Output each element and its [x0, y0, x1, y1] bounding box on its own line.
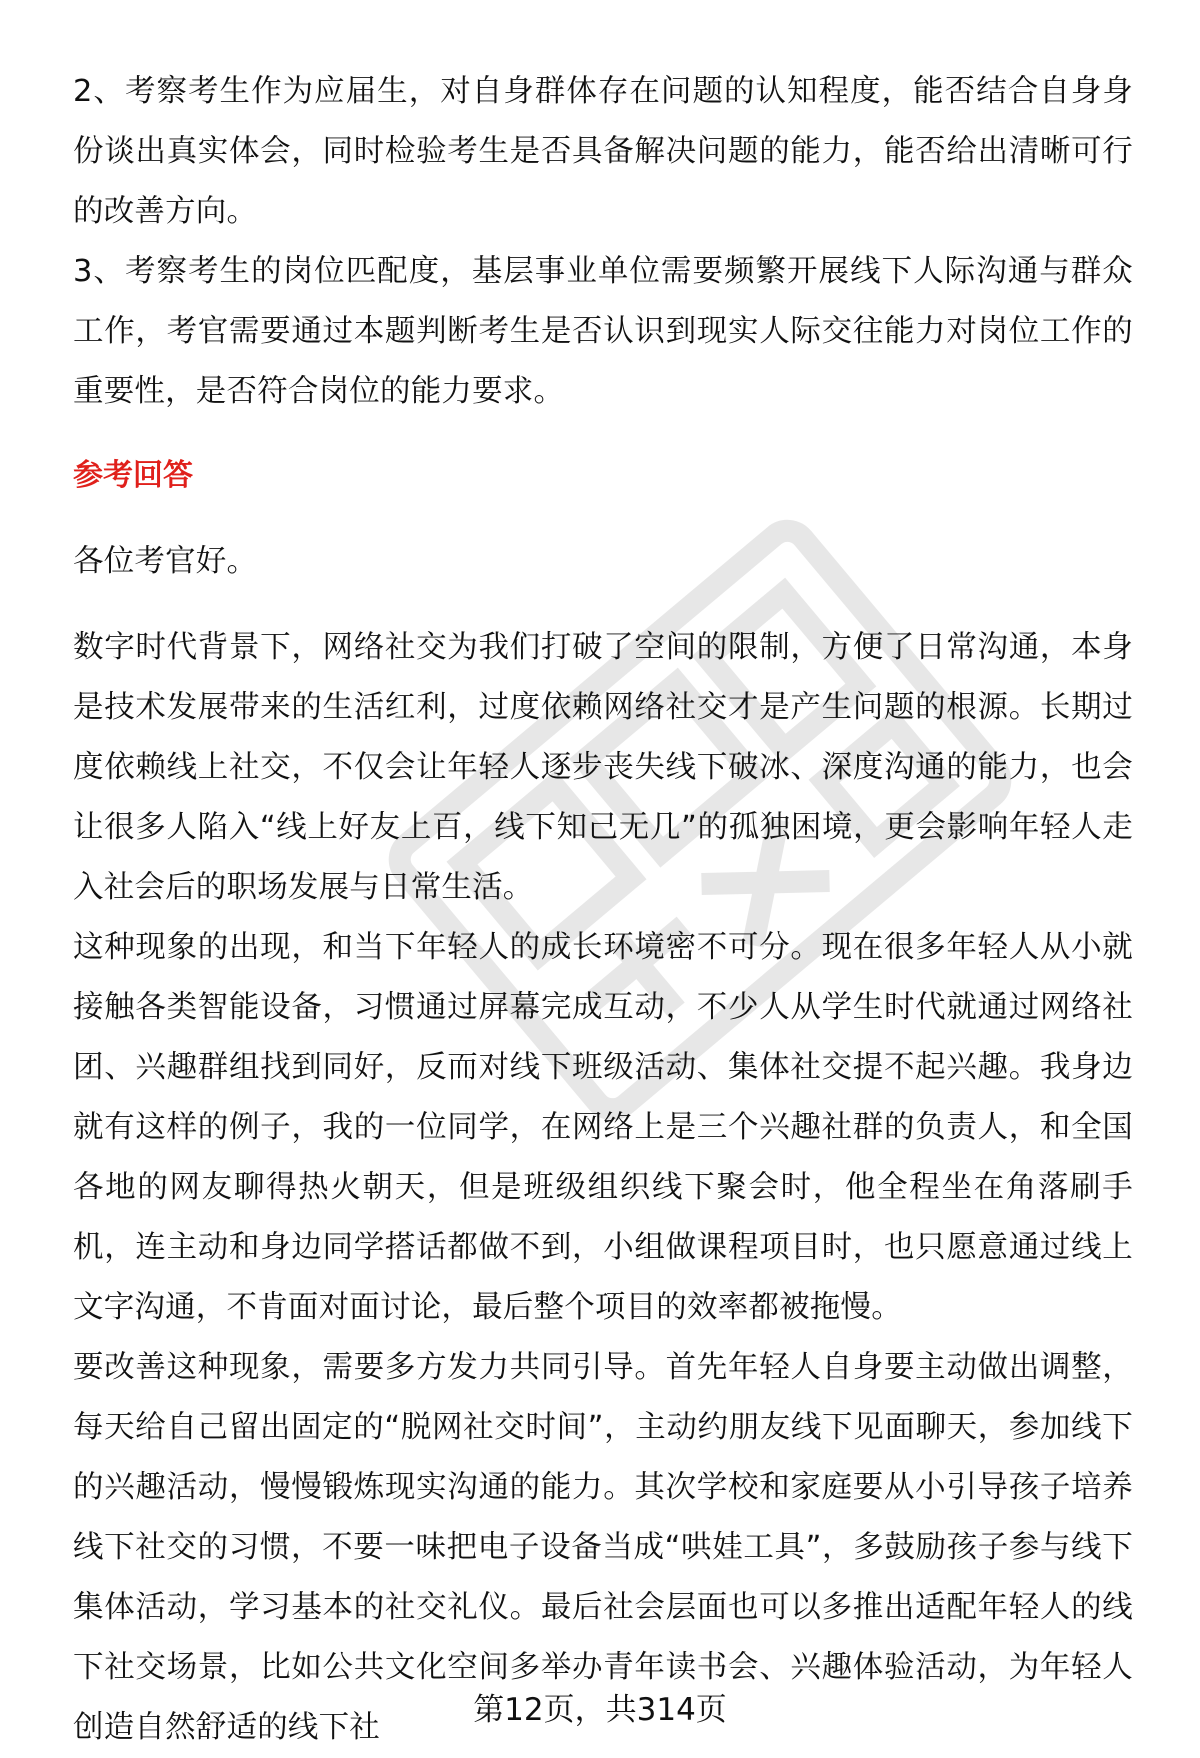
evaluation-point-2: 2、考察考生作为应届生，对自身群体存在问题的认知程度，能否结合自身身份谈出真实体会，同时检验考生是否具备解决问题的能力，能否给出清晰可行的改善方向。: [73, 74, 1133, 229]
answer-greeting: 各位考官好。: [73, 544, 258, 579]
answer-paragraph-3: 要改善这种现象，需要多方发力共同引导。首先年轻人自身要主动做出调整，每天给自己留出固定的“脱网社交时间”，主动约朋友线下见面聊天，参加线下的兴趣活动，慢慢锻炼现实沟通的能力。其次学校和家庭要从小引导孩子培养线下社交的习惯，不要一味把电子设备当成“哄娃工具”，多鼓励孩子参与线下集体活动，学习基本的社交礼仪。最后社会层面也可以多推出适配年轻人的线下社交场景，比如公共文化空间多举办青年读书会、兴趣体验活动，为年轻人创造自然舒适的线下社: [73, 1350, 1133, 1745]
page-number-footer: 第12页，共314页: [473, 1692, 727, 1728]
reference-answer-heading: 参考回答: [73, 458, 193, 493]
answer-paragraph-1: 数字时代背景下，网络社交为我们打破了空间的限制，方便了日常沟通，本身是技术发展带来的生活红利，过度依赖网络社交才是产生问题的根源。长期过度依赖线上社交，不仅会让年轻人逐步丧失线下破冰、深度沟通的能力，也会让很多人陷入“线上好友上百，线下知己无几”的孤独困境，更会影响年轻人走入社会后的职场发展与日常生活。: [73, 630, 1133, 905]
document-body: [73, 62, 1133, 1758]
answer-paragraph-2: 这种现象的出现，和当下年轻人的成长环境密不可分。现在很多年轻人从小就接触各类智能设备，习惯通过屏幕完成互动，不少人从学生时代就通过网络社团、兴趣群组找到同好，反而对线下班级活动、集体社交提不起兴趣。我身边就有这样的例子，我的一位同学，在网络上是三个兴趣社群的负责人，和全国各地的网友聊得热火朝天，但是班级组织线下聚会时，他全程坐在角落刷手机，连主动和身边同学搭话都做不到，小组做课程项目时，也只愿意通过线上文字沟通，不肯面对面讨论，最后整个项目的效率都被拖慢。: [73, 930, 1133, 1325]
evaluation-point-3: 3、考察考生的岗位匹配度，基层事业单位需要频繁开展线下人际沟通与群众工作，考官需要通过本题判断考生是否认识到现实人际交往能力对岗位工作的重要性，是否符合岗位的能力要求。: [73, 254, 1133, 409]
